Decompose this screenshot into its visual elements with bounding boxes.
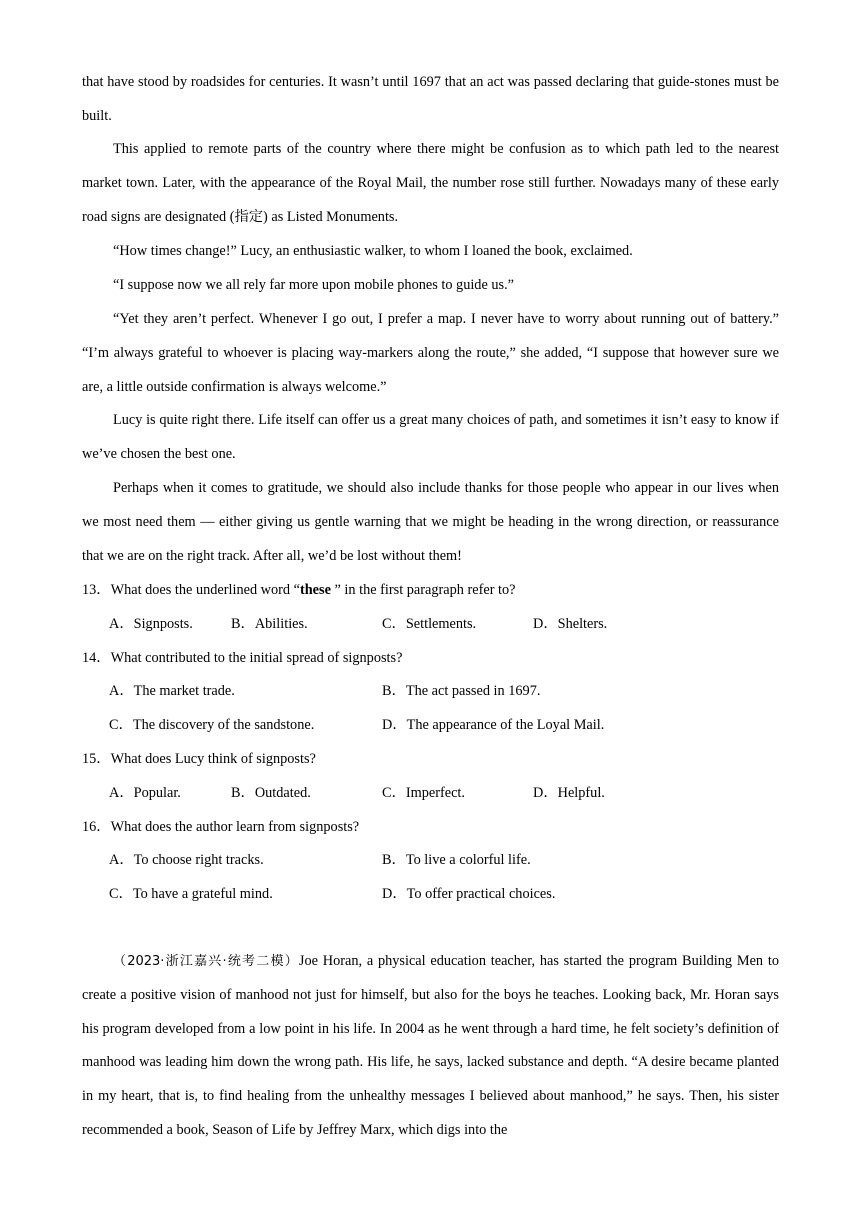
question-13-keyword: these: [299, 582, 331, 598]
passage-paragraph-4: “I suppose now we all rely far more upon mobile phones to guide us.”: [113, 277, 515, 293]
question-16-option-d: D．To offer practical choices.: [382, 886, 556, 902]
question-15-option-c: C．Imperfect.: [382, 785, 465, 801]
question-14-option-c: C．The discovery of the sandstone.: [109, 717, 315, 733]
question-16-option-b: B．To live a colorful life.: [382, 852, 531, 868]
question-13-suffix: ” in the first paragraph refer to?: [330, 582, 516, 598]
question-13-option-b: B．Abilities.: [231, 616, 308, 632]
question-13-option-d: D．Shelters.: [533, 616, 608, 632]
question-13-option-c: C．Settlements.: [382, 616, 477, 632]
question-14-option-b: B．The act passed in 1697.: [382, 683, 541, 699]
passage-paragraph-5: “Yet they aren’t perfect. Whenever I go out, I prefer a map. I never have to worry about running out of battery.” “I’m always grateful to whoever is placing way-markers along the route,” she added, “I suppose that however sure we are, a little outside confirmation is always welcome.”: [82, 311, 779, 395]
question-15-option-d: D．Helpful.: [533, 785, 605, 801]
question-14: 14．What contributed to the initial spread of signposts?: [82, 650, 403, 666]
question-13-option-a: A．Signposts.: [109, 616, 193, 632]
next-passage-source: （2023·浙江嘉兴·统考二模）: [113, 954, 299, 969]
passage-paragraph-6: Lucy is quite right there. Life itself can offer us a great many choices of path, and sometimes it isn’t easy to know if we’ve chosen the best one.: [82, 412, 779, 462]
question-13: [82, 580, 516, 600]
question-15-option-b: B．Outdated.: [231, 785, 311, 801]
question-13-prefix: 13．What does the underlined word “: [82, 582, 300, 598]
next-passage: [82, 945, 779, 1148]
question-16-option-c: C．To have a grateful mind.: [109, 886, 273, 902]
question-14-option-a: A．The market trade.: [109, 683, 235, 699]
question-15: 15．What does Lucy think of signposts?: [82, 751, 316, 767]
question-16-option-a: A．To choose right tracks.: [109, 852, 264, 868]
passage-paragraph-2: This applied to remote parts of the country where there might be confusion as to which path led to the nearest market town. Later, with the appearance of the Royal Mail, the number rose still further. Nowadays many of these early road signs are designated (指定) as Listed Monuments.: [82, 141, 779, 225]
question-14-option-d: D．The appearance of the Loyal Mail.: [382, 717, 605, 733]
passage-paragraph-7: Perhaps when it comes to gratitude, we should also include thanks for those people who appear in our lives when we most need them — either giving us gentle warning that we might be heading in the wrong direction, or reassurance that we are on the right track. After all, we’d be lost without them!: [82, 480, 779, 564]
question-16: 16．What does the author learn from signposts?: [82, 819, 360, 835]
passage-paragraph-3: “How times change!” Lucy, an enthusiastic walker, to whom I loaned the book, exclaimed.: [113, 243, 633, 259]
next-passage-text: Joe Horan, a physical education teacher, has started the program Building Men to create a positive vision of manhood not just for himself, but also for the boys he teaches. Looking back, Mr. Horan says his program developed from a low point in his life. In 2004 as he went through a hard time, he felt society’s definition of manhood was leading him down the wrong path. His life, he says, lacked substance and depth. “A desire became planted in my heart, that is, to find healing from the unhealthy messages I believed about manhood,” he says. Then, his sister recommended a book, Season of Life by Jeffrey Marx, which digs into the: [82, 953, 779, 1138]
question-15-option-a: A．Popular.: [109, 785, 181, 801]
passage-paragraph-1: that have stood by roadsides for centuries. It wasn’t until 1697 that an act was passed declaring that guide-stones must be built.: [82, 74, 779, 124]
